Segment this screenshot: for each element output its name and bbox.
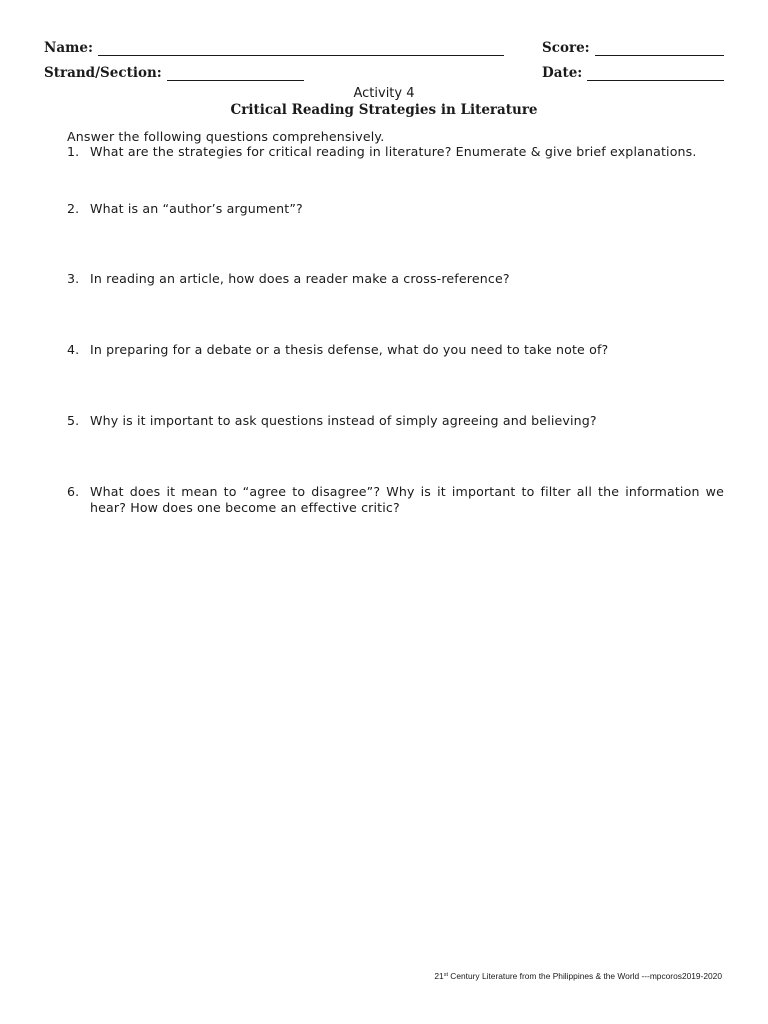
footer-number: 21	[434, 971, 444, 981]
footer-text: Century Literature from the Philippines & the World ---mpcoros2019-2020	[447, 971, 722, 981]
page-footer	[434, 971, 722, 981]
question-text: Why is it important to ask questions instead of simply agreeing and believing?	[90, 413, 597, 428]
name-label: Name:	[44, 40, 93, 56]
strand-section-blank-line	[167, 65, 304, 81]
question-text: What are the strategies for critical reading in literature? Enumerate & give brief explanations.	[90, 144, 697, 159]
name-blank-line	[98, 40, 504, 56]
question-item	[67, 484, 724, 516]
question-text: What is an “author’s argument”?	[90, 201, 303, 216]
question-item	[67, 413, 724, 429]
question-item	[67, 144, 724, 160]
question-item	[67, 201, 724, 217]
question-text: In reading an article, how does a reader make a cross-reference?	[90, 271, 510, 286]
date-field	[542, 61, 724, 81]
question-number: 1.	[67, 144, 80, 159]
activity-number: Activity 4	[353, 86, 415, 101]
name-field	[44, 36, 504, 56]
strand-section-label: Strand/Section:	[44, 65, 162, 81]
question-number: 5.	[67, 413, 80, 428]
score-label: Score:	[542, 40, 590, 56]
header-row-1	[44, 36, 724, 58]
question-number: 3.	[67, 271, 80, 286]
question-number: 6.	[67, 484, 80, 499]
strand-section-field	[44, 61, 304, 81]
date-label: Date:	[542, 65, 583, 81]
date-blank-line	[587, 65, 724, 81]
score-field	[542, 36, 724, 56]
score-blank-line	[595, 40, 724, 56]
question-text: What does it mean to “agree to disagree”? Why is it important to filter all the information we hear? How does one become an effective critic?	[90, 484, 724, 515]
header-row-2	[44, 61, 724, 83]
question-number: 2.	[67, 201, 80, 216]
page-title: Critical Reading Strategies in Literature	[230, 102, 538, 118]
question-item	[67, 271, 724, 287]
question-text: In preparing for a debate or a thesis defense, what do you need to take note of?	[90, 342, 609, 357]
question-item	[67, 342, 724, 358]
footer-ordinal-suffix: st	[443, 972, 448, 978]
question-number: 4.	[67, 342, 80, 357]
instructions: Answer the following questions comprehensively.	[67, 129, 385, 144]
